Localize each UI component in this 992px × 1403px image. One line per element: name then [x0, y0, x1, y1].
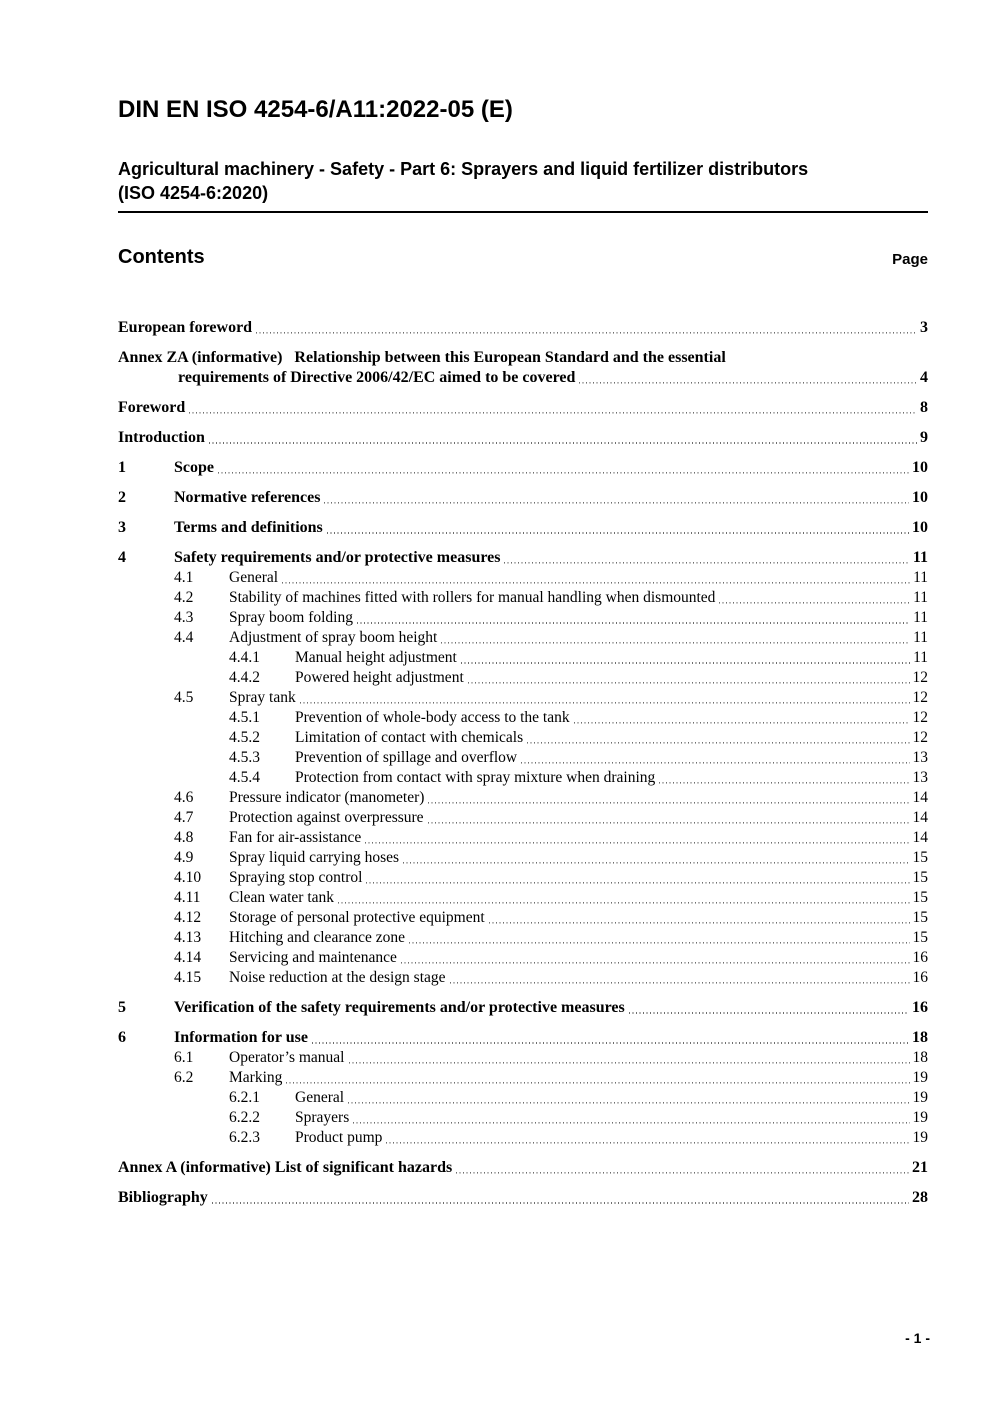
toc-entry: [118, 908, 928, 928]
toc-entry-title: Storage of personal protective equipment: [229, 909, 485, 926]
toc-entry-number: 4.15: [174, 969, 202, 986]
toc-entry-page: 12: [912, 689, 928, 706]
toc-entry-title: Normative references: [174, 489, 321, 506]
toc-entry: [118, 868, 928, 888]
toc-entry: [118, 948, 928, 968]
toc-entry-title: Introduction: [118, 429, 205, 446]
dot-leader: [256, 332, 917, 334]
dot-leader: [461, 662, 910, 664]
toc-entry: [118, 458, 928, 478]
toc-entry: [118, 608, 928, 628]
toc-entry: [118, 928, 928, 948]
toc-entry-number: 1: [118, 459, 126, 476]
toc-entry-number: 2: [118, 489, 126, 506]
toc-entry-page: 9: [920, 429, 928, 446]
toc-entry: [118, 518, 928, 538]
toc-entry: [118, 1108, 928, 1128]
toc-entry-page: 10: [912, 459, 928, 476]
toc-entry: [118, 648, 928, 668]
dot-leader: [218, 472, 909, 474]
toc-entry: [118, 888, 928, 908]
toc-entry: [118, 808, 928, 828]
toc-entry-page: 15: [912, 849, 928, 866]
toc-entry: [118, 488, 928, 508]
toc-entry-title: European foreword: [118, 319, 253, 336]
toc-entry: [118, 788, 928, 808]
toc-entry-title: Adjustment of spray boom height: [229, 629, 438, 646]
toc-entry: [118, 1068, 928, 1088]
toc-entry-title: Powered height adjustment: [295, 669, 464, 686]
toc-entry-number: 4.4.2: [229, 669, 260, 686]
dot-leader: [456, 1172, 909, 1174]
toc-entry-number: 4.14: [174, 949, 202, 966]
toc-entry-number: 4.5.3: [229, 749, 260, 766]
toc-entry: [118, 1048, 928, 1068]
toc-entry-page: 19: [912, 1129, 928, 1146]
toc-entry-title: Hitching and clearance zone: [229, 929, 406, 946]
toc-entry-number: 4.10: [174, 869, 202, 886]
toc-entry-number: 5: [118, 999, 126, 1016]
dot-leader: [579, 382, 917, 384]
document-title: [118, 157, 928, 213]
toc-list: [118, 308, 928, 1208]
toc-entry-page: 12: [912, 729, 928, 746]
toc-entry: [118, 768, 928, 788]
toc-entry-number: 6: [118, 1029, 126, 1046]
toc-entry-page: 10: [912, 489, 928, 506]
toc-entry-title: Product pump: [295, 1129, 383, 1146]
dot-leader: [527, 742, 909, 744]
toc-entry-number: 4.6: [174, 789, 194, 806]
toc-entry: [118, 428, 928, 448]
toc-entry-page: 19: [912, 1089, 928, 1106]
toc-entry: [118, 668, 928, 688]
toc-entry-number: 4.1: [174, 569, 194, 586]
toc-entry: [118, 348, 928, 388]
toc-entry: [118, 1188, 928, 1208]
dot-leader: [441, 642, 910, 644]
toc-entry-title: General: [229, 569, 279, 586]
toc-entry-title: Clean water tank: [229, 889, 335, 906]
dot-leader: [353, 1122, 909, 1124]
dot-leader: [212, 1202, 909, 1204]
toc-entry-number: 4.3: [174, 609, 194, 626]
toc-entry-title: Scope: [174, 459, 214, 476]
page-column-label: Page: [892, 251, 928, 268]
dot-leader: [574, 722, 910, 724]
dot-leader: [209, 442, 917, 444]
toc-entry: [118, 628, 928, 648]
toc-entry-page: 15: [912, 869, 928, 886]
dot-leader: [659, 782, 909, 784]
toc-entry-title: requirements of Directive 2006/42/EC aimed to be covered: [178, 369, 576, 386]
toc-entry-page: 8: [920, 399, 928, 416]
toc-entry-title: Safety requirements and/or protective measures: [174, 549, 501, 566]
toc-entry-page: 14: [912, 809, 928, 826]
toc-entry: [118, 588, 928, 608]
toc-entry: [118, 688, 928, 708]
toc-entry-title: Prevention of spillage and overflow: [295, 749, 518, 766]
toc-entry-number: 4.5.1: [229, 709, 260, 726]
toc-entry-number: 6.2.2: [229, 1109, 260, 1126]
toc-entry-title: Spray boom folding: [229, 609, 353, 626]
dot-leader: [282, 582, 910, 584]
footer-page-number: - 1 -: [905, 1330, 930, 1346]
toc-entry: [118, 548, 928, 568]
toc-entry-page: 15: [912, 909, 928, 926]
toc-entry-title: Noise reduction at the design stage: [229, 969, 446, 986]
dot-leader: [189, 412, 917, 414]
toc-entry-title: Prevention of whole-body access to the tank: [295, 709, 570, 726]
toc-entry-page: 14: [912, 789, 928, 806]
toc-entry-page: 12: [912, 669, 928, 686]
document-title-line2: (ISO 4254-6:2020): [118, 183, 269, 203]
toc-entry-page: 16: [912, 949, 928, 966]
dot-leader: [386, 1142, 909, 1144]
toc-entry-number: 4.7: [174, 809, 194, 826]
dot-leader: [401, 962, 910, 964]
dot-leader: [428, 822, 910, 824]
toc-entry: [118, 398, 928, 418]
document-code: DIN EN ISO 4254-6/A11:2022-05 (E): [118, 96, 513, 123]
toc-entry-page: 11: [913, 609, 928, 626]
toc-entry-number: 4.4: [174, 629, 194, 646]
toc-entry-title: Information for use: [174, 1029, 308, 1046]
dot-leader: [300, 702, 910, 704]
toc-entry-page: 10: [912, 519, 928, 536]
toc-entry-title: Pressure indicator (manometer): [229, 789, 425, 806]
toc-entry-title: Spraying stop control: [229, 869, 363, 886]
toc-entry-title: General: [295, 1089, 345, 1106]
toc-entry: [118, 318, 928, 338]
toc-entry-page: 4: [920, 369, 928, 386]
dot-leader: [348, 1102, 909, 1104]
toc-entry: [118, 708, 928, 728]
toc-entry: [118, 828, 928, 848]
toc-entry-title: Operator’s manual: [229, 1049, 345, 1066]
toc-entry-page: 13: [912, 769, 928, 786]
toc-entry: [118, 998, 928, 1018]
document-title-line1: Agricultural machinery - Safety - Part 6: Sprayers and liquid fertilizer distributors: [118, 159, 809, 179]
dot-leader: [468, 682, 910, 684]
contents-heading: Contents: [118, 246, 205, 268]
dot-leader: [338, 902, 909, 904]
toc-entry-page: 3: [920, 319, 928, 336]
contents-header-row: [118, 246, 928, 269]
toc-entry-page: 18: [912, 1049, 928, 1066]
toc-entry-page: 11: [913, 589, 928, 606]
dot-leader: [365, 842, 909, 844]
toc-entry-page: 19: [912, 1109, 928, 1126]
toc-entry-number: 4.5.2: [229, 729, 260, 746]
dot-leader: [504, 562, 909, 564]
toc-entry-prefix-line: Annex ZA (informative) Relationship between this European Standard and the essential: [118, 349, 726, 366]
toc-entry-number: 4.13: [174, 929, 202, 946]
toc-entry-page: 21: [912, 1159, 928, 1176]
toc-entry-number: 4.2: [174, 589, 194, 606]
toc-entry-title: Sprayers: [295, 1109, 350, 1126]
toc-entry-title: Terms and definitions: [174, 519, 323, 536]
toc-entry-number: 4.11: [174, 889, 201, 906]
toc-entry: [118, 568, 928, 588]
toc-entry-page: 11: [913, 569, 928, 586]
toc-entry: [118, 1088, 928, 1108]
toc-entry-page: 11: [913, 649, 928, 666]
toc-entry-page: 14: [912, 829, 928, 846]
toc-entry-title: Stability of machines fitted with rollers for manual handling when dismounted: [229, 589, 716, 606]
dot-leader: [403, 862, 909, 864]
dot-leader: [428, 802, 909, 804]
dot-leader: [357, 622, 910, 624]
toc-entry-number: 6.2: [174, 1069, 194, 1086]
dot-leader: [286, 1082, 909, 1084]
toc-entry-number: 6.2.1: [229, 1089, 260, 1106]
toc-entry-title: Spray liquid carrying hoses: [229, 849, 400, 866]
toc-entry-number: 4.12: [174, 909, 202, 926]
toc-entry-number: 4.4.1: [229, 649, 260, 666]
toc-entry-number: 6.1: [174, 1049, 194, 1066]
dot-leader: [450, 982, 910, 984]
toc-entry-page: 16: [912, 999, 928, 1016]
toc-entry-page: 13: [912, 749, 928, 766]
toc-entry-page: 16: [912, 969, 928, 986]
toc-entry: [118, 1028, 928, 1048]
toc-entry-number: 4.9: [174, 849, 194, 866]
toc-entry-number: 4.5: [174, 689, 194, 706]
toc-entry-number: 4.5.4: [229, 769, 260, 786]
toc-entry-number: 6.2.3: [229, 1129, 260, 1146]
toc-entry-title: Manual height adjustment: [295, 649, 457, 666]
toc-entry: [118, 1128, 928, 1148]
toc-entry-title: Verification of the safety requirements and/or protective measures: [174, 999, 625, 1016]
dot-leader: [719, 602, 910, 604]
toc-entry-page: 18: [912, 1029, 928, 1046]
toc-entry: [118, 848, 928, 868]
toc-entry-number: 4: [118, 549, 126, 566]
dot-leader: [324, 502, 909, 504]
toc-entry: [118, 1158, 928, 1178]
toc-entry: [118, 728, 928, 748]
toc-entry-page: 19: [912, 1069, 928, 1086]
toc-entry-page: 11: [913, 629, 928, 646]
dot-leader: [629, 1012, 909, 1014]
toc-entry-number: 4.8: [174, 829, 194, 846]
toc-entry-page: 15: [912, 929, 928, 946]
toc-entry-number: 3: [118, 519, 126, 536]
dot-leader: [327, 532, 909, 534]
toc-entry-title: Annex A (informative) List of significant hazards: [118, 1159, 453, 1176]
toc-entry-title: Bibliography: [118, 1189, 208, 1206]
toc-entry-page: 15: [912, 889, 928, 906]
dot-leader: [409, 942, 909, 944]
toc-entry-title: Spray tank: [229, 689, 296, 706]
toc-entry-title: Foreword: [118, 399, 186, 416]
dot-leader: [312, 1042, 909, 1044]
dot-leader: [349, 1062, 910, 1064]
dot-leader: [521, 762, 909, 764]
toc-entry-title: Protection against overpressure: [229, 809, 424, 826]
toc-entry-page: 11: [912, 549, 928, 566]
toc-entry-title: Fan for air-assistance: [229, 829, 362, 846]
toc-entry-title: Protection from contact with spray mixture when draining: [295, 769, 656, 786]
toc-entry-title: Marking: [229, 1069, 283, 1086]
toc-entry: [118, 748, 928, 768]
toc-entry-title: Limitation of contact with chemicals: [295, 729, 524, 746]
dot-leader: [489, 922, 910, 924]
dot-leader: [366, 882, 909, 884]
toc-entry-title: Servicing and maintenance: [229, 949, 397, 966]
toc-entry: [118, 968, 928, 988]
toc-entry-page: 12: [912, 709, 928, 726]
toc-entry-page: 28: [912, 1189, 928, 1206]
